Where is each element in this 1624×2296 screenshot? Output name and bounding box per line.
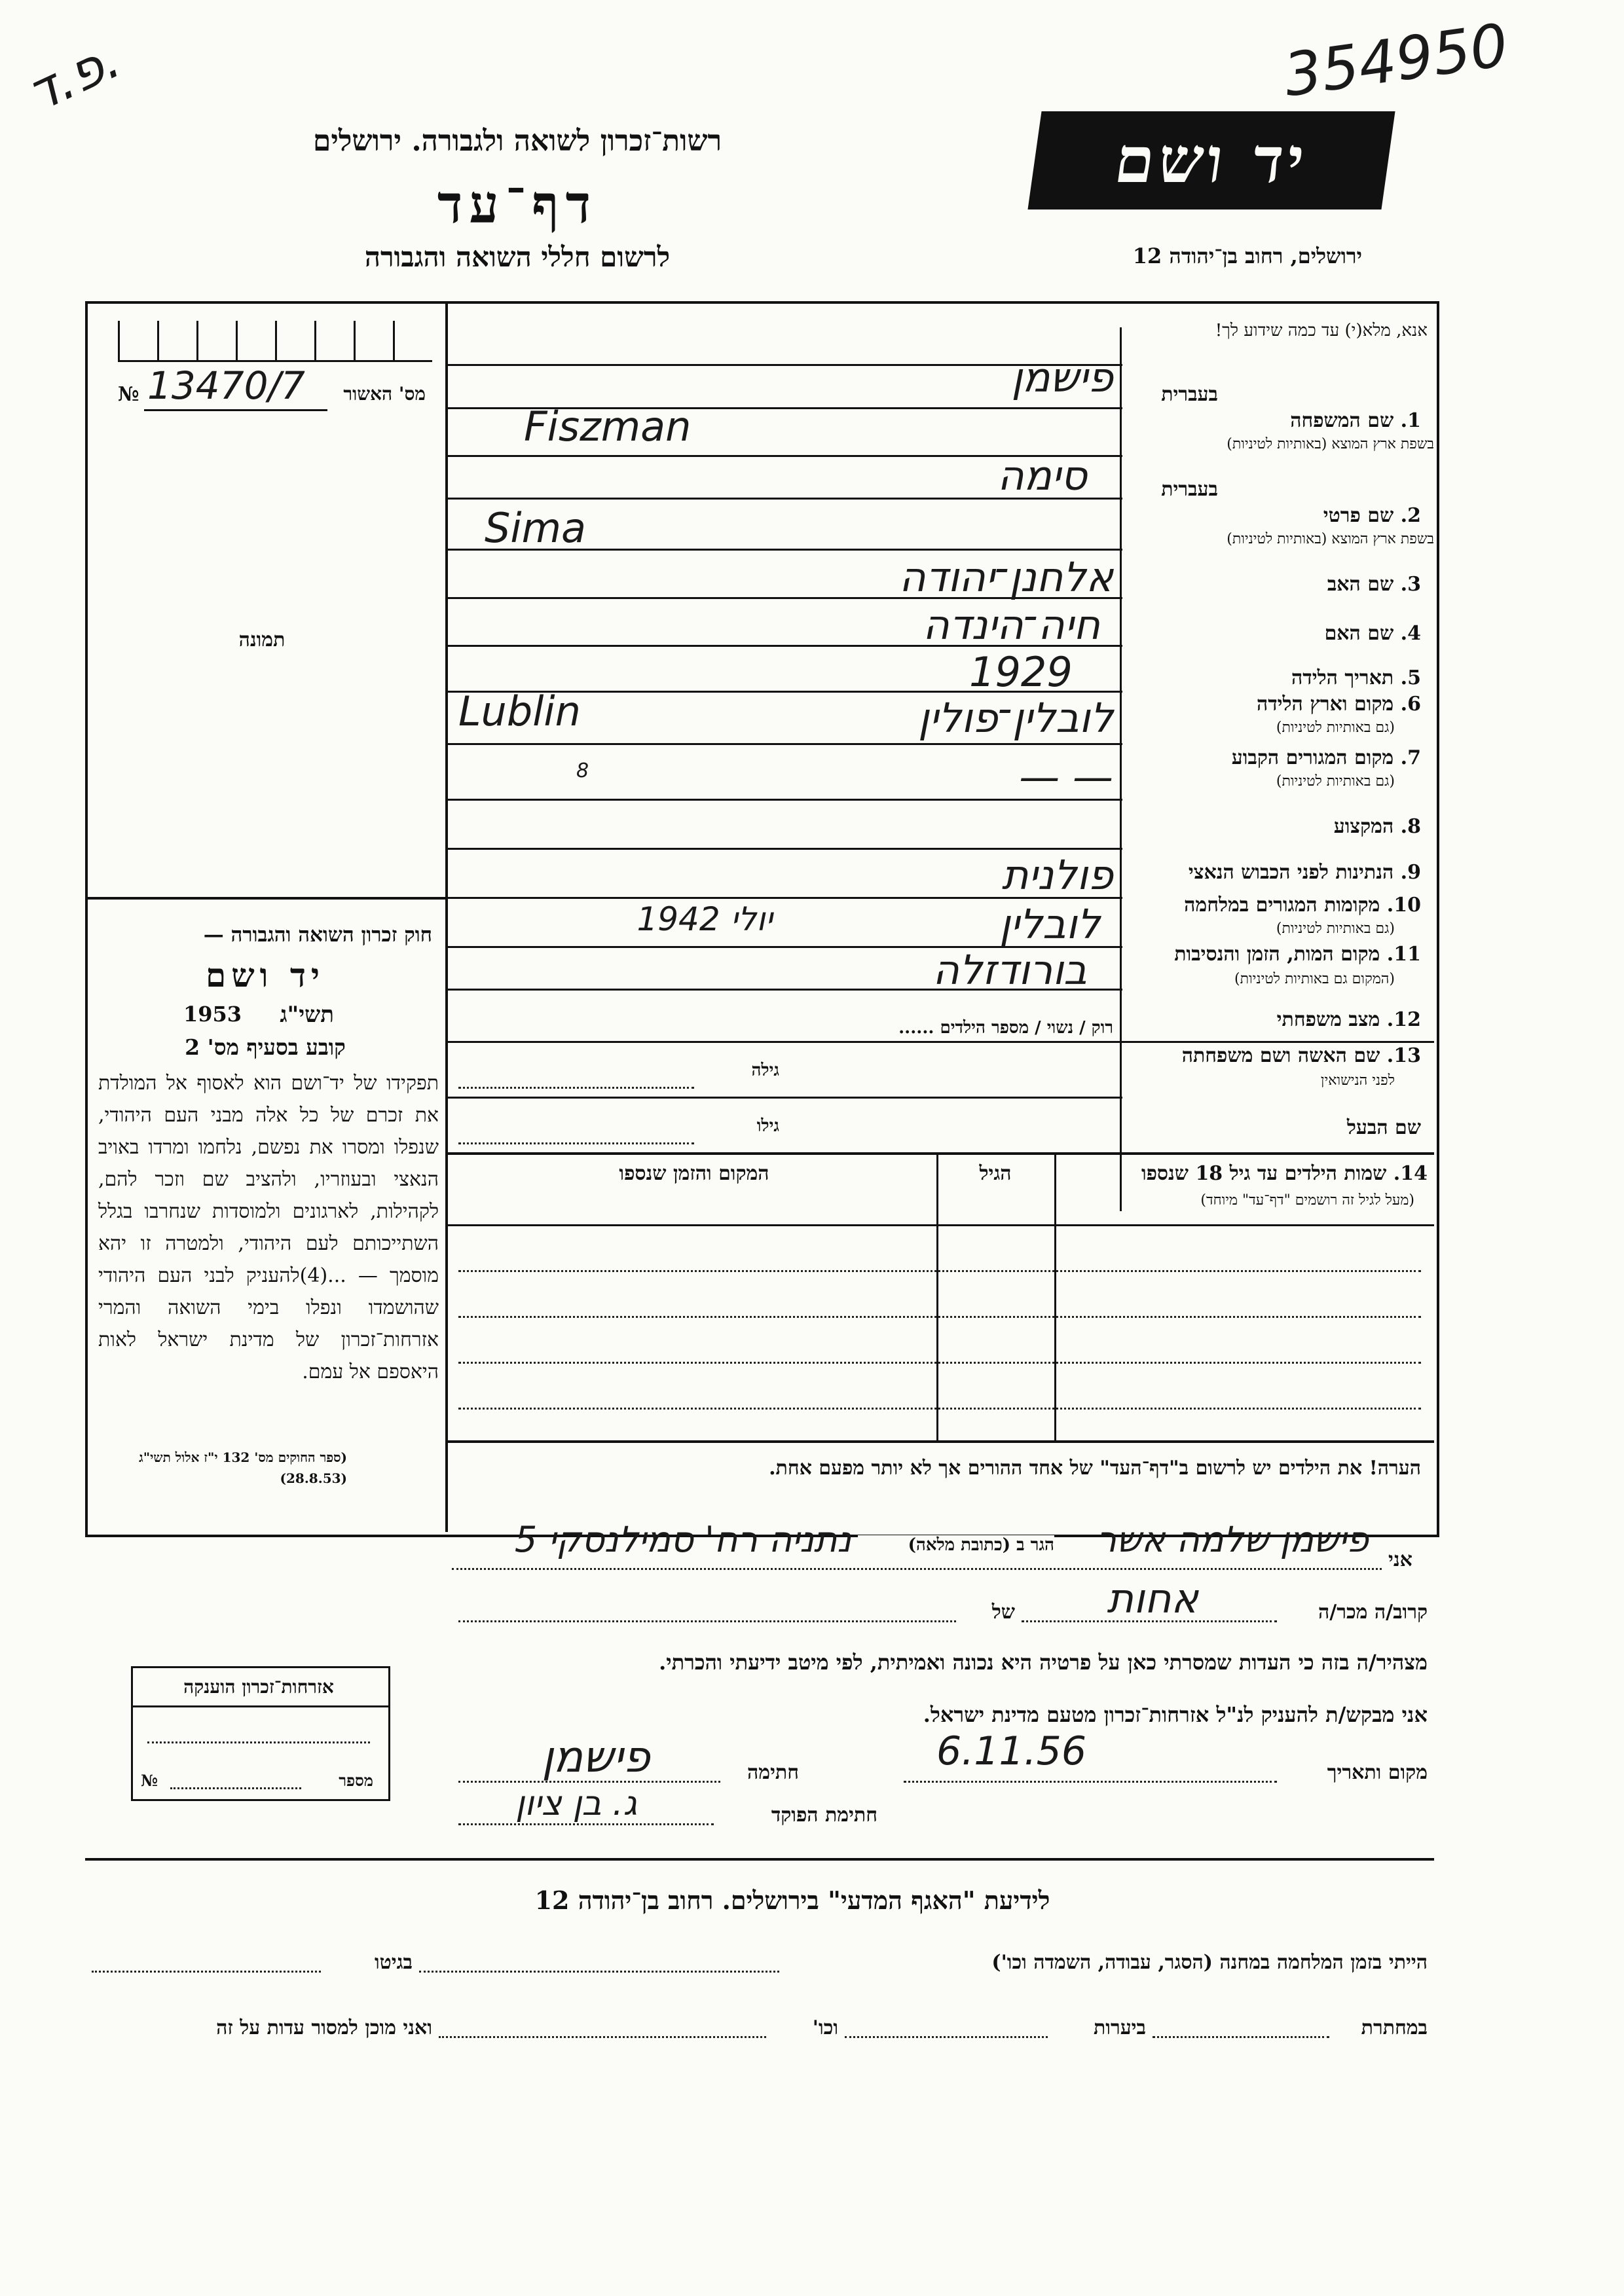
logo-text: יד ושם (1110, 123, 1313, 197)
field-13-sub: לפני הנישואין (1320, 1072, 1395, 1089)
hebrew-tag-1: בעברית (1161, 383, 1218, 406)
children-header-age: הגיל (979, 1162, 1012, 1185)
form-title: דף־עד (437, 173, 598, 235)
field-6-sub: (גם באותיות לטיניות) (1276, 720, 1395, 736)
field-10-sub: (גם באותיות לטיניות) (1276, 920, 1395, 937)
residence-value: — — (1019, 753, 1113, 801)
children-header-sub: (מעל לגיל זה רושמים "דף־עד" מיוחד) (1200, 1192, 1414, 1209)
birth-place-latin-value: Lublin (458, 687, 581, 735)
bottom-underground: במחתרת (1361, 2016, 1428, 2039)
mother-name-value: חיה־הינדה (923, 601, 1100, 649)
first-name-latin-value: Sima (485, 504, 586, 552)
marital-options: רוק / נשוי / מספר הילדים ...... (898, 1018, 1113, 1038)
field-1-label: 1. שם המשפחה (1290, 409, 1421, 432)
bottom-line2-end: ואני מוכן למסור עדות על זה (216, 2016, 432, 2039)
husband-name-label: שם הבעל (1346, 1116, 1421, 1139)
field-11-label: 11. מקום המות, הזמן והנסיבות (1174, 943, 1421, 966)
place-date-label: מקום ותאריך (1327, 1761, 1428, 1784)
officer-signature: ג. בן ציון (515, 1784, 638, 1823)
header-address: ירושלים, רחוב בן־יהודה 12 (1132, 244, 1362, 268)
field-8-label: 8. המקצוע (1333, 815, 1421, 838)
archive-number: 354950 (1280, 10, 1513, 111)
law-year: 1953 (183, 1002, 242, 1027)
intro-text: אנא, מלא(י) עד כמה שידוע לך! (1215, 321, 1428, 340)
field-4-label: 4. שם האם (1324, 622, 1421, 645)
institution-name: רשות־זכרון לשואה ולגבורה. ירושלים (312, 124, 722, 158)
law-source: (ספר החוקים מס' 132 י"ז אלול תשי"ג (28.8.53) (139, 1449, 347, 1486)
children-header-names: 14. שמות הילדים עד גיל 18 שנספו (1141, 1162, 1428, 1185)
relation-value: אחות (1107, 1575, 1198, 1622)
field-2-sub: בשפת ארץ המוצא (באותיות לטיניות) (1227, 531, 1434, 547)
signature-label: חתימה (747, 1761, 799, 1784)
relative-label: קרוב/ה מכר/ה (1318, 1601, 1428, 1624)
field-7-label: 7. מקום המגורים הקבוע (1231, 746, 1421, 769)
field-1-sub: בשפת ארץ המוצא (באותיות לטיניות) (1227, 436, 1434, 452)
wartime-residence-value: לובלין (999, 900, 1100, 948)
birth-date-value: 1929 (969, 648, 1073, 696)
bottom-line1: הייתי בזמן המלחמה במחנה (הסגר, עבודה, השמדה וכו') (991, 1951, 1428, 1974)
approval-number-prefix: № (118, 383, 139, 406)
declaration-statement: מצהיר/ה בזה כי העדות שמסרתי כאן על פרטיה היא נכונה ואמיתית, לפי מיטב ידיעתי והכרתי. (659, 1650, 1428, 1675)
witness-name: פישמן שלמה אשר (1096, 1519, 1369, 1560)
form-subtitle: לרשום חללי השואה והגבורה (364, 241, 671, 273)
bottom-title: לידיעת "האגף המדעי" בירושלים. רחוב בן־יהודה 12 (534, 1886, 1050, 1915)
wife-age-label: גילה (751, 1061, 779, 1080)
first-name-hebrew-value: סימה (997, 452, 1087, 500)
law-clause: קובע בסעיף מס' 2 (185, 1034, 346, 1060)
witness-address: נתניה רח' סמילנסקי 5 (514, 1519, 851, 1560)
field-7-sub: (גם באותיות לטיניות) (1276, 773, 1395, 790)
death-place-value: בורודזלה (932, 946, 1087, 994)
hebrew-tag-2: בעברית (1161, 478, 1218, 501)
of-label: של (991, 1601, 1015, 1624)
children-header-place: המקום והזמן שנספו (619, 1162, 769, 1185)
approval-number-label: מס' האשור (343, 383, 426, 405)
residence-mark: 8 (576, 759, 589, 782)
officer-signature-label: חתימת הפוקד (771, 1804, 877, 1827)
photo-label: תמונה (238, 629, 286, 651)
field-9-label: 9. הנתינות לפני הכבוש הנאצי (1188, 861, 1421, 884)
declaration-i-label: אני (1388, 1548, 1412, 1571)
law-text: תפקידו של יד־ושם הוא לאסוף אל המולדת את זכרם של כל אלה מבני העם היהודי, שנפלו ומסרו את נפשם, נלחמו ומרדו באויב הנאצי ובעוזריו, ולהציב שם וזכר להם, לקהילות, לארגונים ולמוסדות שנחרבו בגלל השתייכותם לעם היהודי, ולמטרה זו יהא מוסמך — ...(4)להעניק לבני העם היהודי שהושמדו ונפלו בימי השואה והמרי אזרחות־זכרון של מדינת ישראל לאות היאספם אל עמם. (98, 1072, 439, 1383)
surname-latin-value: Fiszman (524, 403, 692, 450)
field-3-label: 3. שם האב (1327, 573, 1421, 596)
law-title: חוק זכרון השואה והגבורה — (203, 923, 432, 947)
yad-vashem-logo (1027, 111, 1395, 210)
birth-place-value: לובלין־פולין (918, 694, 1113, 742)
witness-signature: פישמן (542, 1732, 650, 1782)
husband-age-label: גילו (756, 1116, 779, 1136)
field-5-label: 5. תאריך הלידה (1291, 666, 1421, 689)
bottom-forests: ביערות (1093, 2016, 1146, 2039)
bottom-line1-end: בגיטו (374, 1951, 413, 1974)
field-2-label: 2. שם פרטי (1323, 504, 1421, 527)
field-11-sub: (המקום גם באותיות לטיניות) (1234, 971, 1395, 987)
field-13-label: 13. שם האשה ושם משפחתה (1181, 1044, 1421, 1067)
bottom-etc: וכו' (812, 2016, 838, 2039)
surname-hebrew-value: פישמן (1011, 354, 1113, 401)
field-6-label: 6. מקום וארץ הלידה (1256, 693, 1421, 716)
approval-number: 13470/7 (147, 363, 305, 408)
nationality-value: פולנית (1001, 851, 1113, 899)
citizenship-box-title: אזרחות־זכרון הוענקה (183, 1676, 334, 1698)
citizenship-number-label: מספר (339, 1771, 373, 1790)
declaration-request: אני מבקש/ת להעניק לנ"ל אזרחות־זכרון מטעם מדינת ישראל. (923, 1702, 1428, 1727)
law-year-hebrew: תשי"ג (280, 1002, 334, 1028)
death-date-note: יולי 1942 (637, 900, 773, 938)
field-10-label: 10. מקומות המגורים במלחמה (1184, 894, 1421, 917)
law-name: יד ושם (206, 956, 325, 994)
corner-scribble: פ.ד. (18, 28, 130, 124)
citizenship-number-prefix: № (141, 1771, 158, 1790)
note-text: הערה! את הילדים יש לרשום ב"דף־העד" של אחד ההורים אך לא יותר מפעם אחת. (769, 1457, 1421, 1480)
place-date-value: 6.11.56 (936, 1728, 1087, 1774)
field-12-label: 12. מצב משפחתי (1276, 1008, 1421, 1031)
resides-label: הגר ב (כתובת מלאה) (858, 1535, 1054, 1555)
father-name-value: אלחנן־יהודה (899, 553, 1113, 601)
